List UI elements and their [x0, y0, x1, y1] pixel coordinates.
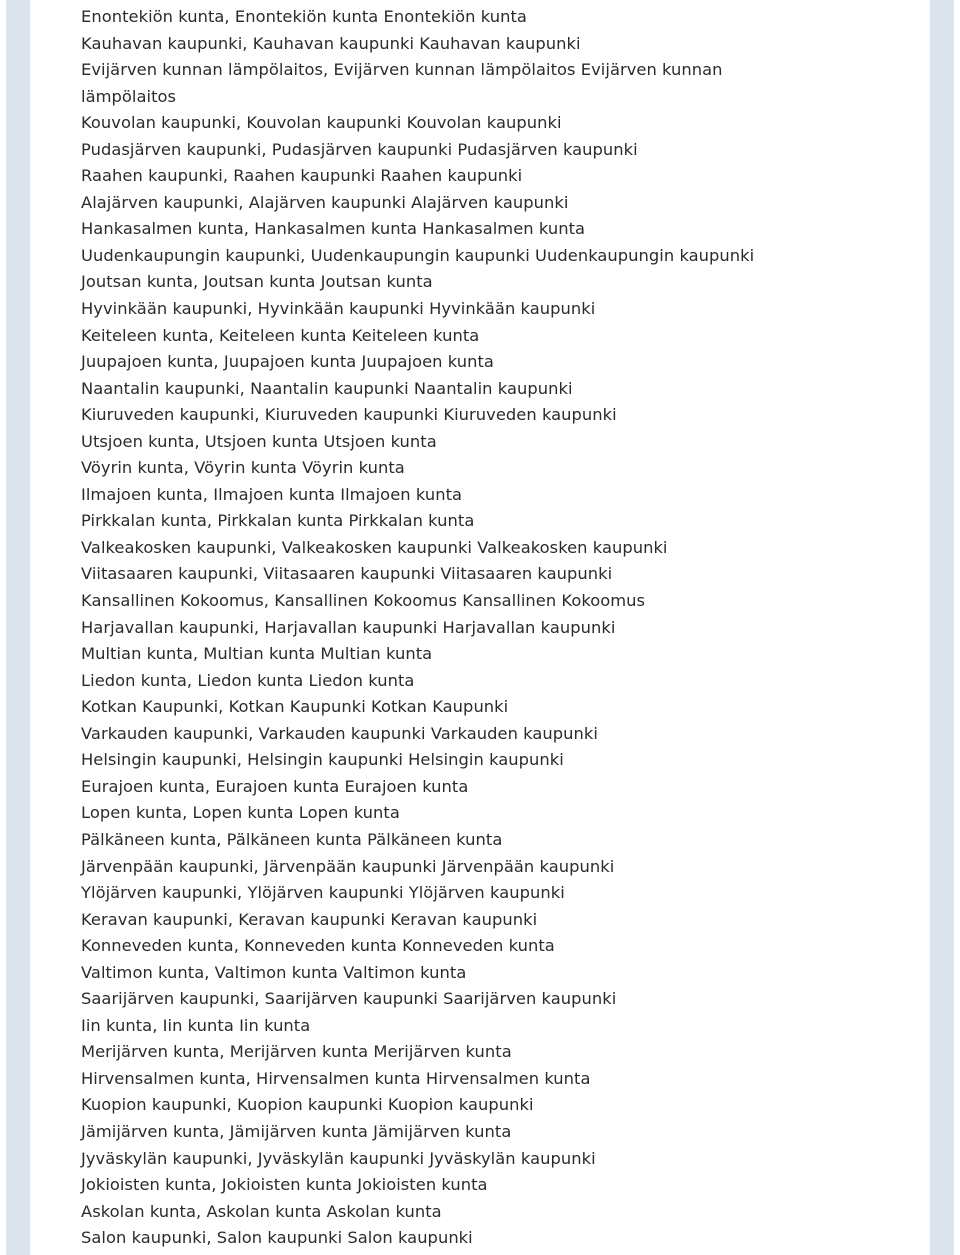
list-item: Iin kunta, Iin kunta Iin kunta — [81, 1015, 311, 1035]
left-page-edge — [6, 0, 30, 1255]
list-item: Alajärven kaupunki, Alajärven kaupunki Alajärven kaupunki — [81, 192, 569, 212]
list-item: Merijärven kunta, Merijärven kunta Merijärven kunta — [81, 1042, 512, 1062]
list-item: Jokioisten kunta, Jokioisten kunta Jokioisten kunta — [81, 1175, 488, 1195]
list-item: Kiuruveden kaupunki, Kiuruveden kaupunki Kiuruveden kaupunki — [81, 405, 617, 425]
list-item: Salon kaupunki, Salon kaupunki Salon kaupunki — [81, 1228, 473, 1248]
list-item: Kouvolan kaupunki, Kouvolan kaupunki Kouvolan kaupunki — [81, 113, 562, 133]
list-item: Pudasjärven kaupunki, Pudasjärven kaupunki Pudasjärven kaupunki — [81, 139, 638, 159]
list-item: Harjavallan kaupunki, Harjavallan kaupunki Harjavallan kaupunki — [81, 617, 616, 637]
list-item: Askolan kunta, Askolan kunta Askolan kunta — [81, 1201, 442, 1221]
list-item: Hyvinkään kaupunki, Hyvinkään kaupunki Hyvinkään kaupunki — [81, 299, 596, 319]
list-item: Evijärven kunnan lämpölaitos, Evijärven kunnan lämpölaitos Evijärven kunnan — [81, 60, 723, 80]
list-item: Multian kunta, Multian kunta Multian kunta — [81, 644, 433, 664]
list-item: Valkeakosken kaupunki, Valkeakosken kaupunki Valkeakosken kaupunki — [81, 537, 668, 557]
list-item: Enontekiön kunta, Enontekiön kunta Enontekiön kunta — [81, 7, 527, 26]
list-item: Keiteleen kunta, Keiteleen kunta Keiteleen kunta — [81, 325, 480, 345]
organization-list — [81, 4, 891, 1252]
list-item: Pirkkalan kunta, Pirkkalan kunta Pirkkalan kunta — [81, 511, 475, 531]
list-item: Valtimon kunta, Valtimon kunta Valtimon kunta — [81, 962, 467, 982]
list-item: Lopen kunta, Lopen kunta Lopen kunta — [81, 803, 400, 823]
list-item: Juupajoen kunta, Juupajoen kunta Juupajoen kunta — [81, 352, 494, 372]
list-item: Ilmajoen kunta, Ilmajoen kunta Ilmajoen kunta — [81, 484, 463, 504]
list-item: Helsingin kaupunki, Helsingin kaupunki Helsingin kaupunki — [81, 750, 564, 770]
list-item: Hankasalmen kunta, Hankasalmen kunta Hankasalmen kunta — [81, 219, 586, 239]
list-item: Jyväskylän kaupunki, Jyväskylän kaupunki Jyväskylän kaupunki — [81, 1148, 596, 1168]
list-item: Utsjoen kunta, Utsjoen kunta Utsjoen kunta — [81, 431, 437, 451]
list-item: lämpölaitos — [81, 86, 177, 106]
list-item: Varkauden kaupunki, Varkauden kaupunki Varkauden kaupunki — [81, 723, 598, 743]
list-item: Kotkan Kaupunki, Kotkan Kaupunki Kotkan Kaupunki — [81, 697, 509, 717]
list-item: Konneveden kunta, Konneveden kunta Konneveden kunta — [81, 936, 555, 956]
list-item: Liedon kunta, Liedon kunta Liedon kunta — [81, 670, 415, 690]
list-item: Uudenkaupungin kaupunki, Uudenkaupungin kaupunki Uudenkaupungin kaupunki — [81, 245, 755, 265]
list-item: Eurajoen kunta, Eurajoen kunta Eurajoen kunta — [81, 776, 469, 796]
list-item: Pälkäneen kunta, Pälkäneen kunta Pälkäneen kunta — [81, 829, 503, 849]
list-item: Joutsan kunta, Joutsan kunta Joutsan kunta — [81, 272, 433, 292]
list-item: Kuopion kaupunki, Kuopion kaupunki Kuopion kaupunki — [81, 1095, 534, 1115]
list-item: Keravan kaupunki, Keravan kaupunki Keravan kaupunki — [81, 909, 538, 929]
list-item: Jämijärven kunta, Jämijärven kunta Jämijärven kunta — [81, 1121, 512, 1141]
list-item: Saarijärven kaupunki, Saarijärven kaupunki Saarijärven kaupunki — [81, 989, 617, 1009]
list-item: Viitasaaren kaupunki, Viitasaaren kaupunki Viitasaaren kaupunki — [81, 564, 613, 584]
list-item: Kansallinen Kokoomus, Kansallinen Kokoomus Kansallinen Kokoomus — [81, 591, 646, 611]
list-item: Naantalin kaupunki, Naantalin kaupunki Naantalin kaupunki — [81, 378, 573, 398]
list-item: Vöyrin kunta, Vöyrin kunta Vöyrin kunta — [81, 458, 405, 478]
list-item: Ylöjärven kaupunki, Ylöjärven kaupunki Ylöjärven kaupunki — [81, 883, 565, 903]
right-page-edge — [930, 0, 954, 1255]
list-item: Järvenpään kaupunki, Järvenpään kaupunki Järvenpään kaupunki — [81, 856, 615, 876]
list-item: Kauhavan kaupunki, Kauhavan kaupunki Kauhavan kaupunki — [81, 33, 581, 53]
list-item: Hirvensalmen kunta, Hirvensalmen kunta Hirvensalmen kunta — [81, 1068, 591, 1088]
list-item: Raahen kaupunki, Raahen kaupunki Raahen kaupunki — [81, 166, 523, 186]
document-page — [30, 4, 930, 1255]
